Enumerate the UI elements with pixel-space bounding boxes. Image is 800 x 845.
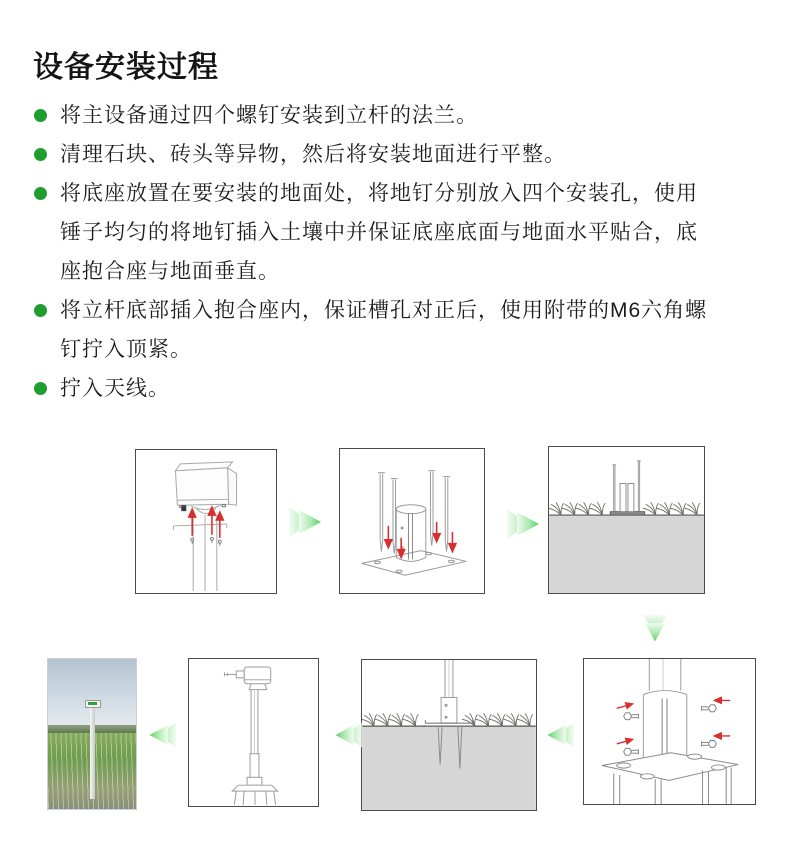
bullet-icon: [34, 304, 47, 317]
instruction-text: 座抱合座与地面垂直。: [60, 260, 280, 283]
instruction-text: 将主设备通过四个螺钉安装到立杆的法兰。: [60, 104, 478, 127]
bullet-icon: [34, 187, 47, 200]
instruction-text: 将立杆底部插入抱合座内，保证槽孔对正后，使用附带的M6六角螺: [60, 299, 708, 322]
instruction-text: 将底座放置在要安装的地面处，将地钉分别放入四个安装孔，使用: [60, 182, 698, 205]
instruction-text: 钉拧入顶紧。: [60, 338, 192, 361]
m6-screws: [624, 705, 717, 755]
assembled-pole-drawing: [189, 659, 318, 806]
figure-pole-in-ground: [361, 659, 537, 811]
bullet-icon: [34, 382, 47, 395]
photo-pole: [90, 706, 95, 799]
installed-device-photo: [47, 658, 137, 810]
bullet-icon: [34, 109, 47, 122]
arrow-down-icon: [640, 614, 670, 644]
page-title: 设备安装过程: [33, 51, 219, 84]
arrow-left-icon: [545, 720, 575, 750]
instruction-list: [33, 96, 772, 408]
base-plate-drawing: [340, 449, 484, 593]
text-content: [33, 50, 772, 408]
figure-pole-clamp-m6-screws: [583, 658, 756, 805]
arrow-right-icon: [506, 506, 542, 542]
bullet-icon: [34, 148, 47, 161]
figure-device-flange-mounting: [135, 449, 277, 594]
instruction-item: [33, 369, 772, 408]
base-in-ground-drawing: [549, 447, 704, 593]
instruction-item: [33, 135, 772, 174]
arrow-left-icon: [147, 720, 177, 750]
pole-in-ground-drawing: [362, 660, 536, 810]
device-flange-drawing: [136, 450, 276, 593]
instruction-text: 拧入天线。: [60, 377, 170, 400]
arrow-right-icon: [288, 504, 324, 540]
instruction-text: 锤子均匀的将地钉插入土壤中并保证底座底面与地面水平贴合，底: [60, 221, 698, 244]
figure-base-plate-ground-nails: [339, 448, 485, 594]
photo-device: [85, 700, 101, 708]
figure-base-in-ground: [548, 446, 705, 594]
instruction-item: [33, 96, 772, 135]
instruction-item: [33, 291, 772, 369]
instruction-item: [33, 174, 772, 291]
figure-assembled-pole: [188, 658, 319, 807]
instruction-text: 清理石块、砖头等异物，然后将安装地面进行平整。: [60, 143, 566, 166]
arrow-left-icon: [333, 720, 363, 750]
pole-clamp-drawing: [584, 659, 755, 804]
